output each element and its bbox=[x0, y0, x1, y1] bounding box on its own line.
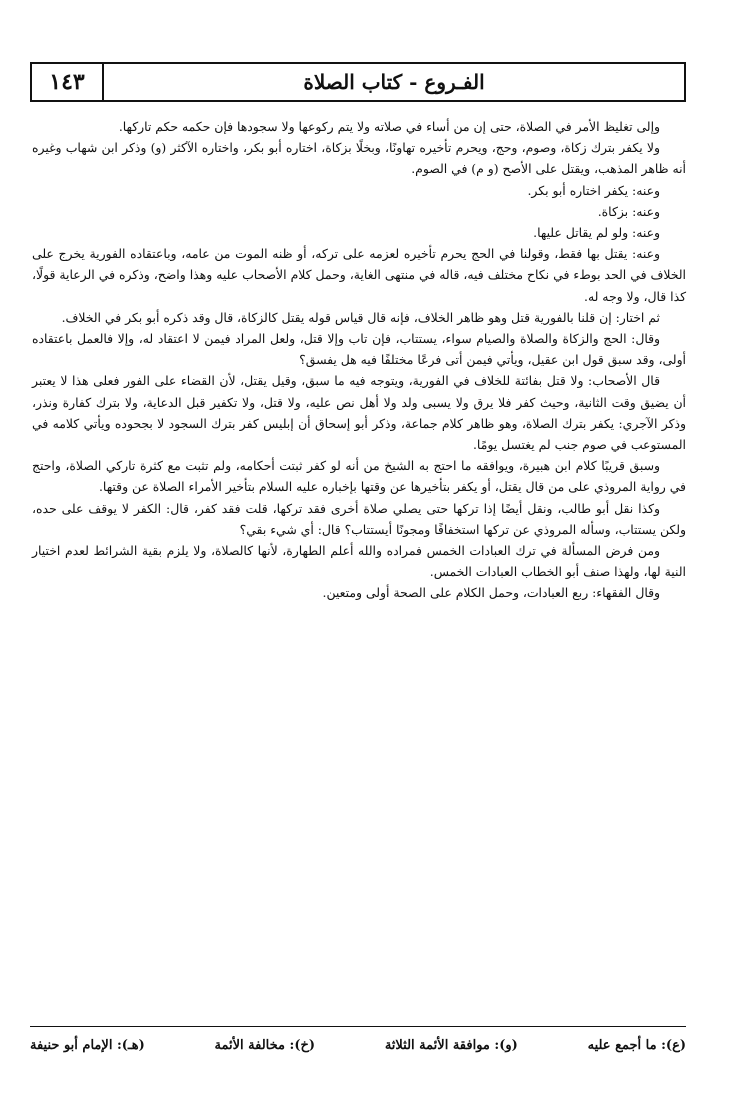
page-header bbox=[30, 62, 686, 102]
paragraph: وعنه: ولو لم يقاتل عليها. bbox=[533, 225, 660, 241]
paragraph: وعنه: بزكاة. bbox=[597, 203, 660, 219]
legend-disagreement: (خ): مخالفة الأئمة bbox=[214, 1038, 316, 1053]
body-text bbox=[32, 116, 686, 604]
paragraph: ومن فرض المسألة في ترك العبادات الخمس فمراده والله أعلم الطهارة، لأنها كالصلاة، ولا يلزم بقية الشرائط لعدم اختيار النية لها، ولهذا صنف أبو الخطاب العبادات الخمس. bbox=[32, 543, 686, 580]
paragraph: قال الأصحاب: ولا قتل بفائتة للخلاف في الفورية، ويتوجه فيه ما سبق، وقيل يقتل، لأن القضاء على الفور فعلى هذا لا يعتبر أن يضيق وقت الثانية، وحيث كفر فلا يرق ولا يسبى ولد ولا أهل نص عليه، ولا قتل، ولا تكفير قبل الدعاية، ولا بترك كفارة ونذر، وذكر الآجري: يكفر بترك الصلاة، وهو ظاهر كلام جماعة، وذكر أبو إسحاق أن إبليس كفر بترك السجود لا بجحوده ويأتي كلامه في المستوعب في صوم جنب لم يغتسل يومًا. bbox=[32, 373, 686, 453]
legend-ijma: (ع): ما أجمع عليه bbox=[587, 1038, 686, 1053]
paragraph: وكذا نقل أبو طالب، ونقل أيضًا إذا تركها حتى يصلي صلاة أخرى فقد تركها، قلت فقد كفر، قال: الكفر لا يوقف على حده، ولكن يستتاب، وسأله المروذي عن تركها استخفافًا ومجونًا أيستتاب؟ قال: أي شيء بقي؟ bbox=[32, 500, 686, 537]
page-number: ١٤٣ bbox=[32, 64, 104, 100]
page-footer bbox=[30, 1038, 686, 1053]
paragraph: وعنه: يكفر اختاره أبو بكر. bbox=[527, 182, 660, 198]
running-title: الفـروع - كتاب الصلاة bbox=[303, 70, 485, 94]
paragraph: وعنه: يقتل بها فقط، وقولنا في الحج يحرم تأخيره لعزمه على تركه، أو ظنه الموت من عامه، وباعتقاده الفورية يخرج على الخلاف في الحد بوطء في نكاح مختلف فيه، قاله في منتهى الغاية، وحمل كلام الأصحاب عليه وهذا واضح، وذكره في الرعاية قولًا، كذا قال، ولا وجه له. bbox=[32, 246, 686, 304]
paragraph: وقال الفقهاء: ربع العبادات، وحمل الكلام على الصحة أولى ومتعين. bbox=[322, 585, 660, 601]
legend-abu-hanifa: (هـ): الإمام أبو حنيفة bbox=[30, 1038, 145, 1053]
paragraph: ثم اختار: إن قلنا بالفورية قتل وهو ظاهر الخلاف، فإنه قال قياس قوله يقتل كالزكاة، قال وقد ذكره أبو بكر في الخلاف. bbox=[61, 309, 660, 325]
paragraph: وإلى تغليظ الأمر في الصلاة، حتى إن من أساء في صلاته ولا يتم ركوعها ولا سجودها فإن حكمه حكم تاركها. bbox=[118, 119, 660, 134]
paragraph: ولا يكفر بترك زكاة، وصوم، وحج، ويحرم تأخيره تهاونًا، وبخلًا بزكاة، اختاره أبو بكر، واختاره الآكثر (و) وذكر ابن شهاب وغيره أنه ظاهر المذهب، ويقتل على الأصح (و م) في الصوم. bbox=[32, 140, 686, 177]
paragraph: وسبق قريبًا كلام ابن هبيرة، ويوافقه ما احتج به الشيخ من أنه لو كفر ثبتت أحكامه، ولم تثبت مع كثرة تاركي الصلاة، واحتج في رواية المروذي على من قال يقتل، أو يكفر بتأخيرها عن وقتها بإخباره عليه السلام بتأخير الأمراء الصلاة عن وقتها. bbox=[32, 458, 686, 495]
footer-divider bbox=[30, 1026, 686, 1027]
paragraph: وقال: الحج والزكاة والصلاة والصيام سواء، يستتاب، فإن تاب وإلا قتل، ولعل المراد فيمن لا اعتقاد له، وإلا فالعمل باعتقاده أولى، وقد سبق قول ابن عقيل، ويأتي فيمن أتى فرعًا مختلفًا فيه هل يفسق؟ bbox=[32, 331, 686, 368]
legend-agreement: (و): موافقة الأئمة الثلاثة bbox=[384, 1038, 518, 1053]
